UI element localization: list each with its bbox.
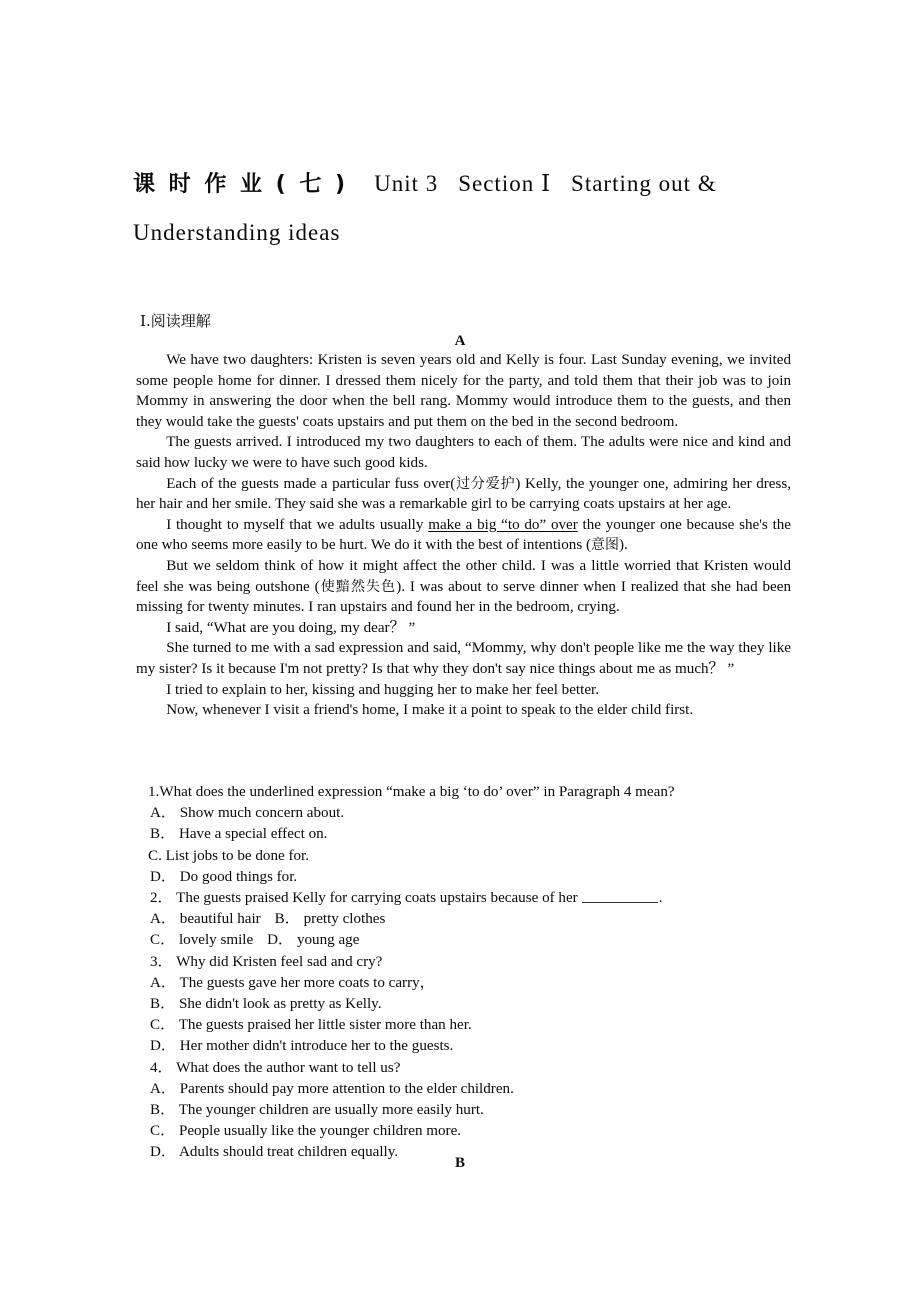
question-option[interactable] (136, 1036, 816, 1057)
paragraph-text: ). (619, 537, 628, 554)
question-option[interactable] (136, 1015, 816, 1036)
option-label: B． (150, 996, 176, 1013)
question-option[interactable] (136, 867, 816, 888)
question-text: Why did Kristen feel sad and cry? (176, 953, 383, 970)
option-text: The guests praised her little sister more than her. (178, 1017, 472, 1034)
option-text: Adults should treat children equally. (178, 1144, 399, 1161)
passage-paragraph: We have two daughters: Kristen is seven years old and Kelly is four. Last Sunday evening, we invited some people home for dinner. I dressed them nicely for the party, and told them that their job was to join Mommy in answering the door when the bell rang. Mommy would introduce them to the guests, and then they would take the guests' coats upstairs and put them on the bed in the second bedroom. (136, 352, 791, 430)
question-option[interactable] (136, 846, 816, 867)
option-label: B． (150, 826, 176, 843)
underlined-expression: make a big “to do” over (428, 516, 578, 533)
question-number: 4． (150, 1059, 173, 1076)
option-text: People usually like the younger children more. (178, 1123, 462, 1140)
paragraph-text: But we seldom think of how it might affect the other child. I was a little worried that Kristen would feel she was being outshone ( (136, 557, 791, 595)
option-label: A． (150, 1080, 176, 1097)
question-stem (136, 782, 816, 803)
option-text: beautiful hair (179, 911, 261, 928)
paragraph-text: ) Kelly, the younger one, admiring her dress, her hair and her smile. They said she was a remarkable girl to be carrying coats upstairs at her age. (136, 475, 792, 513)
question-option[interactable] (136, 994, 816, 1015)
question-option[interactable] (136, 1100, 816, 1121)
option-label: D． (267, 932, 294, 949)
question-option[interactable] (136, 803, 816, 824)
option-text: lovely smile (178, 932, 254, 949)
option-text: She didn't look as pretty as Kelly. (178, 996, 382, 1013)
paragraph-text: the younger one because she's the one who seems more easily to be hurt. We do it with the best of intentions ( (136, 516, 792, 554)
option-label: B． (274, 911, 300, 928)
option-label: C. (148, 847, 162, 864)
passage-paragraph: I said, “What are you doing, my dear？ ” (166, 619, 416, 636)
option-text: The guests gave her more coats to carry， (179, 974, 435, 991)
passage-paragraph: The guests arrived. I introduced my two daughters to each of them. The adults were nice and kind and said how lucky we were to have such good kids. (136, 434, 791, 471)
option-label: D． (150, 1038, 176, 1055)
gloss-chinese: 意图 (591, 537, 620, 554)
question-stem (136, 952, 816, 973)
option-text: Parents should pay more attention to the elder children. (179, 1080, 514, 1097)
question-stem (136, 888, 816, 909)
option-text: pretty clothes (303, 911, 386, 928)
option-label: A． (150, 805, 176, 822)
page-title (133, 160, 793, 257)
question-text: The guests praised Kelly for carrying coats upstairs because of her (176, 890, 578, 907)
question-list (136, 782, 816, 1164)
question-option[interactable] (136, 1079, 816, 1100)
title-section: Section Ⅰ (458, 171, 552, 196)
option-label: C． (150, 932, 176, 949)
option-label: C． (150, 1017, 176, 1034)
question-text: What does the author want to tell us? (176, 1059, 401, 1076)
passage-a-body (136, 350, 791, 721)
section-heading-reading (140, 311, 211, 332)
paragraph-text: Each of the guests made a particular fuss over( (166, 475, 456, 492)
question-option-pair[interactable] (136, 909, 816, 930)
passage-paragraph: She turned to me with a sad expression and said, “Mommy, why don't people like me the way they like my sister? Is it because I'm not pretty? Is that why they don't say nice things about me as much？ ” (136, 640, 791, 677)
gloss-chinese: 过分爱护 (455, 475, 516, 492)
option-text: young age (296, 932, 360, 949)
question-number: 1. (148, 784, 160, 800)
option-text: The younger children are usually more easily hurt. (178, 1102, 484, 1119)
question-option[interactable] (136, 824, 816, 845)
question-text: What does the underlined expression “make a big ‘to do’ over” in Paragraph 4 mean? (159, 784, 675, 800)
option-text: Do good things for. (179, 868, 298, 885)
title-topic-line1: Starting out & (571, 171, 717, 196)
title-unit: Unit 3 (374, 171, 439, 196)
option-label: D． (150, 1144, 176, 1161)
section-numeral: Ⅰ (140, 314, 146, 330)
option-text: Her mother didn't introduce her to the guests. (179, 1038, 454, 1055)
paragraph-text: I thought to myself that we adults usually (166, 516, 429, 533)
question-option-pair[interactable] (136, 930, 816, 951)
title-chinese-label: 课 时 作 业 ( 七 ) (133, 172, 349, 197)
option-label: D． (150, 868, 176, 885)
question-stem (136, 1058, 816, 1079)
option-text: List jobs to be done for. (165, 847, 310, 864)
option-label: B． (150, 1102, 176, 1119)
question-option[interactable] (136, 1121, 816, 1142)
option-label: A． (150, 911, 176, 928)
option-text: Show much concern about. (179, 805, 345, 822)
section-label: .阅读理解 (145, 312, 211, 330)
option-label: C． (150, 1123, 176, 1140)
passage-paragraph: Now, whenever I visit a friend's home, I make it a point to speak to the elder child first. (166, 702, 694, 719)
passage-marker-a: A (454, 333, 466, 349)
passage-marker-b: B (454, 1155, 465, 1171)
question-number: 3． (150, 953, 173, 970)
question-text-end: . (658, 890, 663, 907)
question-option[interactable] (136, 973, 816, 994)
passage-paragraph (136, 474, 791, 515)
option-label: A． (150, 974, 176, 991)
paragraph-text: ). I was about to serve dinner when I realized that she had been missing for twenty minutes. I ran upstairs and found her in the bedroom, crying. (136, 578, 791, 616)
passage-paragraph (136, 515, 791, 556)
option-text: Have a special effect on. (178, 826, 328, 843)
question-number: 2． (150, 890, 173, 907)
passage-paragraph (136, 556, 791, 618)
title-topic-line2: Understanding ideas (133, 220, 341, 245)
gloss-chinese: 使黯然失色 (319, 578, 397, 595)
answer-blank[interactable] (582, 890, 658, 903)
passage-paragraph: I tried to explain to her, kissing and hugging her to make her feel better. (166, 681, 599, 698)
